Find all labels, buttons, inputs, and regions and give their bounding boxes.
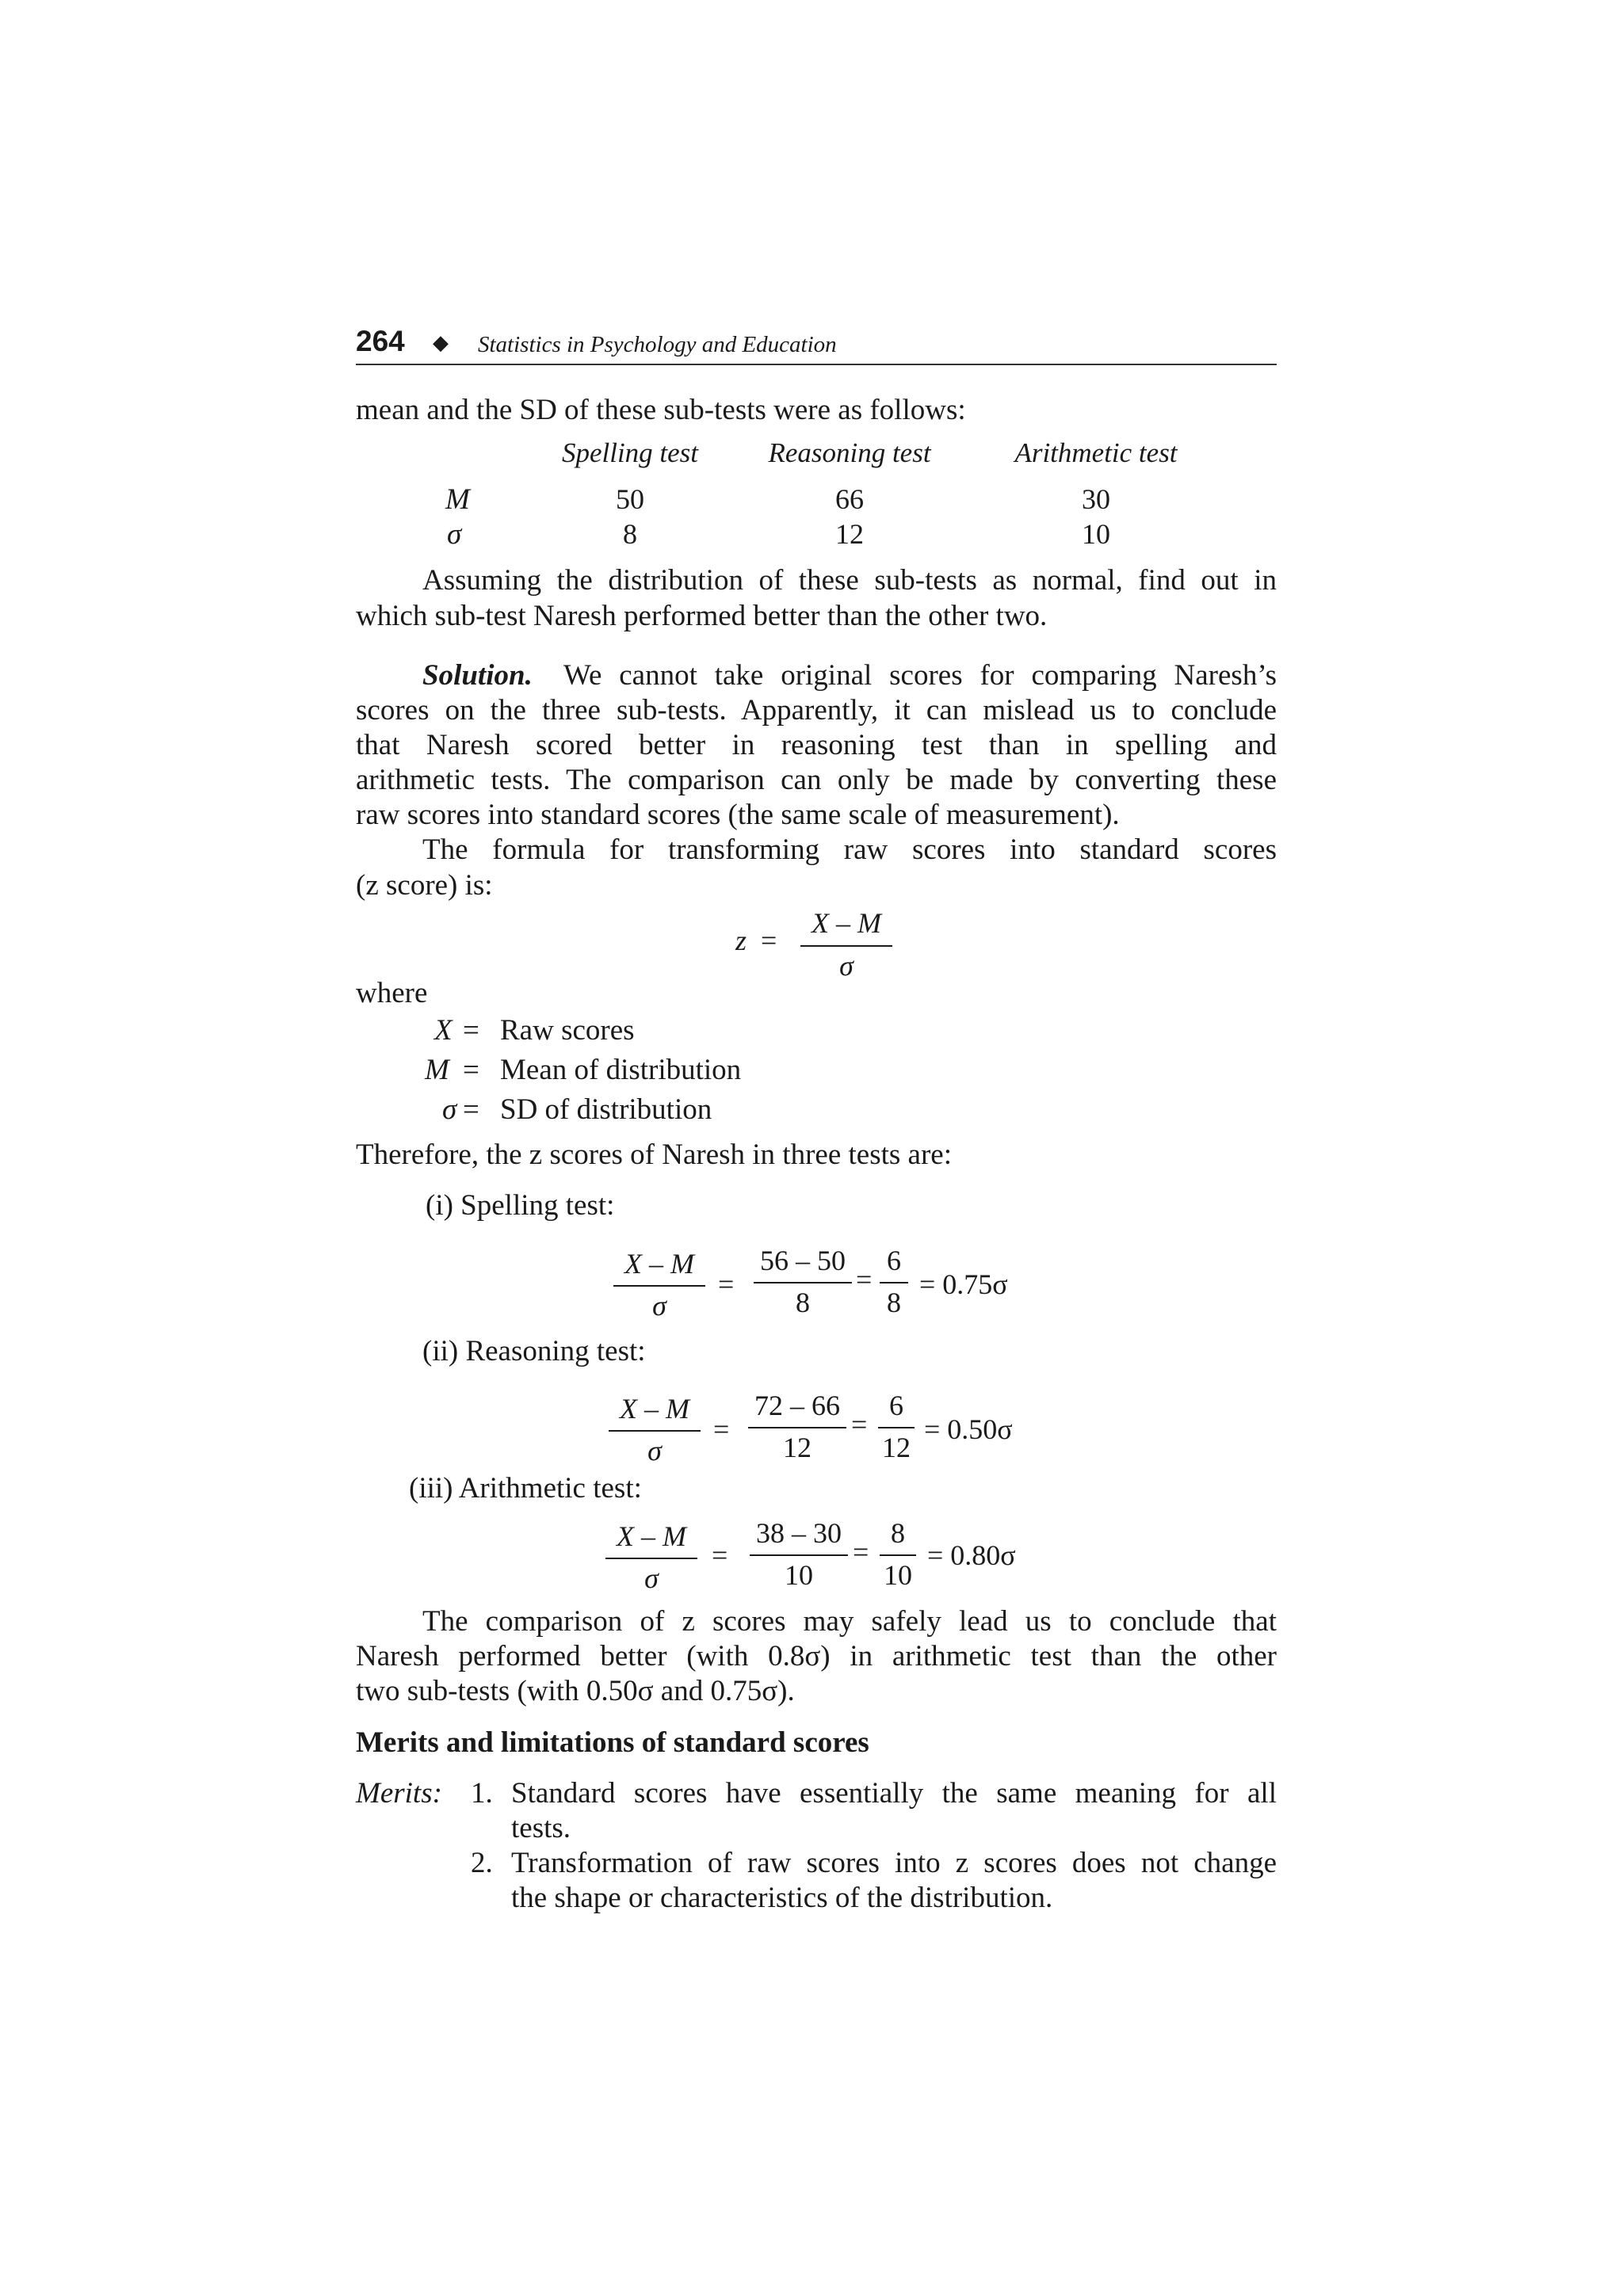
fraction-bar [609,1430,701,1432]
calc-denominator: 12 [783,1432,812,1463]
table-row-label: M [445,483,470,516]
list-item: Standard scores have essentially the same meaning for all [511,1777,1277,1810]
definition-text: Mean of distribution [500,1054,742,1086]
formula-numerator: X – M [812,907,881,939]
fraction-bar [880,1554,916,1556]
question-line: which sub-test Naresh performed better than the other two. [356,600,1048,632]
table-cell: 12 [835,518,864,550]
fraction-bar [754,1282,852,1283]
definition-equals: = [463,1014,479,1047]
formula-lhs: z [735,925,747,956]
fraction-bar [750,1554,848,1556]
calc-denominator: 8 [796,1287,810,1318]
calc-denominator: σ [652,1290,666,1322]
calc-numerator: X – M [617,1520,686,1552]
table-cell: 50 [616,483,644,515]
table-row-label: σ [447,518,462,551]
table-cell: 30 [1082,483,1110,515]
list-item: the shape or characteristics of the distribution. [511,1882,1053,1914]
diamond-icon: ◆ [433,331,449,354]
fraction-bar [748,1427,846,1428]
conclusion-line: two sub-tests (with 0.50σ and 0.75σ). [356,1675,795,1707]
fraction-bar [605,1558,697,1559]
calc-numerator: X – M [620,1393,689,1425]
solution-label: Solution. [422,659,533,692]
list-item: tests. [511,1812,571,1844]
definition-text: Raw scores [500,1014,635,1047]
fraction-bar [800,945,892,947]
definition-symbol: σ [442,1093,457,1126]
formula-intro: (z score) is: [356,869,493,902]
definition-symbol: X [434,1014,453,1047]
fraction-bar [613,1285,705,1287]
fraction-bar [880,1282,908,1283]
table-col-header: Spelling test [561,437,699,468]
calc-result: = 0.80σ [927,1539,1016,1571]
definition-equals: = [463,1093,479,1126]
section-heading: Merits and limitations of standard scores [356,1726,869,1759]
solution-line: raw scores into standard scores (the same scale of measurement). [356,799,1120,831]
table-cell: 10 [1082,518,1110,550]
calc-numerator: X – M [624,1248,694,1280]
table-col-header: Reasoning test [768,437,931,468]
calc-result: = 0.75σ [919,1268,1008,1300]
test-label: (i) Spelling test: [426,1189,615,1222]
conclusion-line: Naresh performed better (with 0.8σ) in arithmetic test than the other [356,1640,1277,1672]
list-item-number: 2. [471,1847,493,1879]
list-item: Transformation of raw scores into z scores does not change [511,1847,1277,1879]
header-rule [356,364,1277,365]
formula-denominator: σ [839,950,854,982]
where-label: where [356,977,428,1009]
fraction-bar [878,1427,915,1428]
formula-intro: The formula for transforming raw scores into standard scores [422,833,1277,866]
test-label: (ii) Reasoning test: [422,1335,646,1367]
running-title: Statistics in Psychology and Education [478,332,837,357]
definition-equals: = [463,1054,479,1086]
calc-denominator: 12 [882,1432,911,1463]
table-col-header: Arithmetic test [1014,437,1178,468]
test-label: (iii) Arithmetic test: [409,1472,642,1505]
definition-text: SD of distribution [500,1093,712,1126]
calc-denominator: 10 [884,1559,912,1591]
list-item-number: 1. [471,1777,493,1810]
page-number: 264 [356,325,405,357]
calc-denominator: σ [644,1562,659,1594]
merits-label: Merits: [356,1777,442,1810]
calc-denominator: 8 [887,1287,901,1318]
calc-numerator: 8 [891,1517,905,1549]
table-cell: 8 [623,518,637,550]
question-line: Assuming the distribution of these sub-tests as normal, find out in [422,564,1277,597]
solution-line: We cannot take original scores for comparing Naresh’s [563,659,1277,692]
solution-line: scores on the three sub-tests. Apparently, it can mislead us to conclude [356,694,1277,727]
solution-line: arithmetic tests. The comparison can only be made by converting these [356,764,1277,796]
solution-line: that Naresh scored better in reasoning test than in spelling and [356,729,1277,761]
calc-numerator: 72 – 66 [754,1390,840,1421]
calc-numerator: 6 [889,1390,903,1421]
calc-numerator: 6 [887,1245,901,1276]
calc-result: = 0.50σ [924,1413,1013,1445]
intro-line: mean and the SD of these sub-tests were as follows: [356,394,966,426]
formula-equals: = [761,925,777,956]
calc-numerator: 38 – 30 [756,1517,842,1549]
table-cell: 66 [835,483,864,515]
calc-numerator: 56 – 50 [760,1245,846,1276]
definition-symbol: M [425,1054,449,1086]
calc-denominator: σ [647,1435,662,1466]
therefore-line: Therefore, the z scores of Naresh in three tests are: [356,1138,952,1171]
calc-denominator: 10 [785,1559,813,1591]
conclusion-line: The comparison of z scores may safely lead us to conclude that [422,1605,1277,1638]
